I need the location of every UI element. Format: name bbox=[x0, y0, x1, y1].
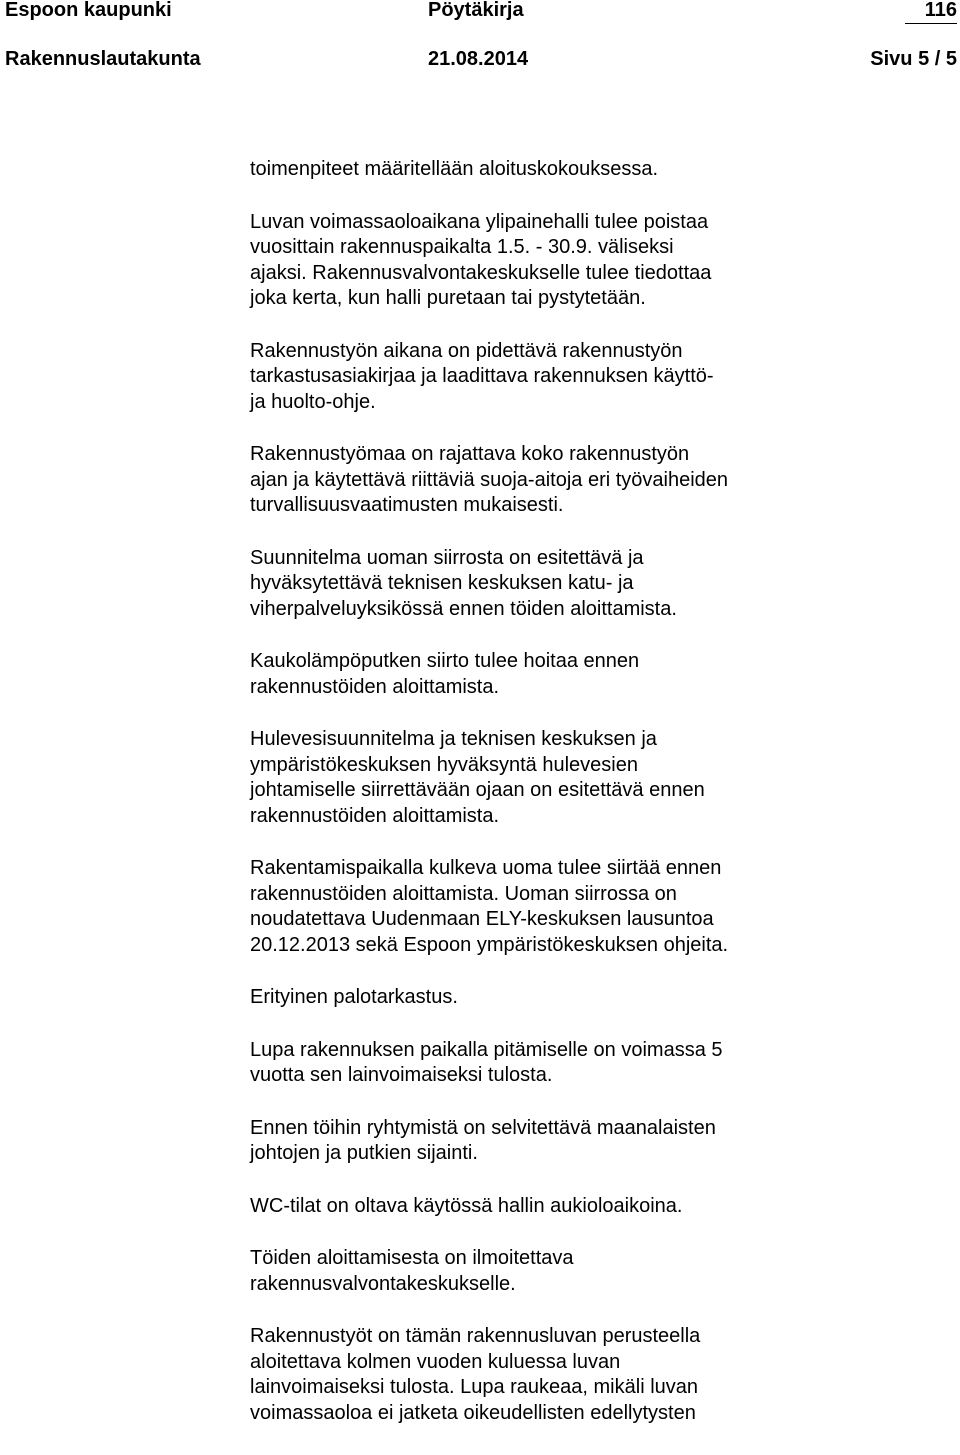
paragraph: toimenpiteet määritellään aloituskokouksessa. bbox=[250, 158, 658, 180]
paragraph: Rakennustyömaa on rajattava koko rakennustyön ajan ja käytettävä riittäviä suoja-aitoja eri työvaiheiden turvallisuusvaatimusten mukaisesti. bbox=[250, 443, 729, 516]
organization-name: Espoon kaupunki bbox=[5, 0, 172, 21]
case-number: 116 bbox=[924, 0, 957, 21]
board-name: Rakennuslautakunta bbox=[5, 48, 201, 70]
paragraph: Luvan voimassaoloaikana ylipainehalli tulee poistaa vuosittain rakennuspaikalta 1.5. - 30.9. väliseksi ajaksi. Rakennusvalvontakeskukselle tulee tiedottaa joka kerta, kun halli puretaan tai pystytetään. bbox=[250, 210, 712, 309]
paragraph: WC-tilat on oltava käytössä hallin aukioloaikoina. bbox=[250, 1194, 683, 1217]
paragraph: Rakennustyön aikana on pidettävä rakennustyön tarkastusasiakirjaa ja laadittava rakennuksen käyttö- ja huolto-ohje. bbox=[250, 339, 714, 413]
document-header bbox=[0, 0, 960, 80]
document-body bbox=[250, 157, 930, 1453]
document-type: Pöytäkirja bbox=[428, 0, 524, 21]
paragraph: Hulevesisuunnitelma ja teknisen keskuksen ja ympäristökeskuksen hyväksyntä hulevesien johtamiselle siirrettävään ojaan on esitettävä ennen rakennustöiden aloittamista. bbox=[250, 728, 705, 827]
meeting-date: 21.08.2014 bbox=[428, 48, 529, 70]
paragraph: Kaukolämpöputken siirto tulee hoitaa ennen rakennustöiden aloittamista. bbox=[250, 650, 640, 698]
paragraph: Erityinen palotarkastus. bbox=[250, 986, 458, 1008]
case-number-underline bbox=[905, 23, 957, 24]
paragraph: Ennen töihin ryhtymistä on selvitettävä maanalaisten johtojen ja putkien sijainti. bbox=[250, 1116, 716, 1164]
paragraph: Rakennustyöt on tämän rakennusluvan perusteella aloitettava kolmen vuoden kuluessa luvan lainvoimaiseksi tulosta. Lupa raukeaa, mikäli luvan voimassaoloa ei jatketa oikeudellisten edellytysten bbox=[250, 1325, 701, 1424]
paragraph: Töiden aloittamisesta on ilmoitettava rakennusvalvontakeskukselle. bbox=[250, 1247, 574, 1295]
paragraph: Rakentamispaikalla kulkeva uoma tulee siirtää ennen rakennustöiden aloittamista. Uoman siirrossa on noudatettava Uudenmaan ELY-keskuksen lausuntoa 20.12.2013 sekä Espoon ympäristökeskuksen ohjeita. bbox=[250, 857, 729, 956]
paragraph: Suunnitelma uoman siirrosta on esitettävä ja hyväksytettävä teknisen keskuksen katu- ja viherpalveluyksikössä ennen töiden aloittamista. bbox=[250, 546, 677, 620]
paragraph: Lupa rakennuksen paikalla pitämiselle on voimassa 5 vuotta sen lainvoimaiseksi tulosta. bbox=[250, 1038, 723, 1086]
page-number: Sivu 5 / 5 bbox=[870, 48, 957, 70]
